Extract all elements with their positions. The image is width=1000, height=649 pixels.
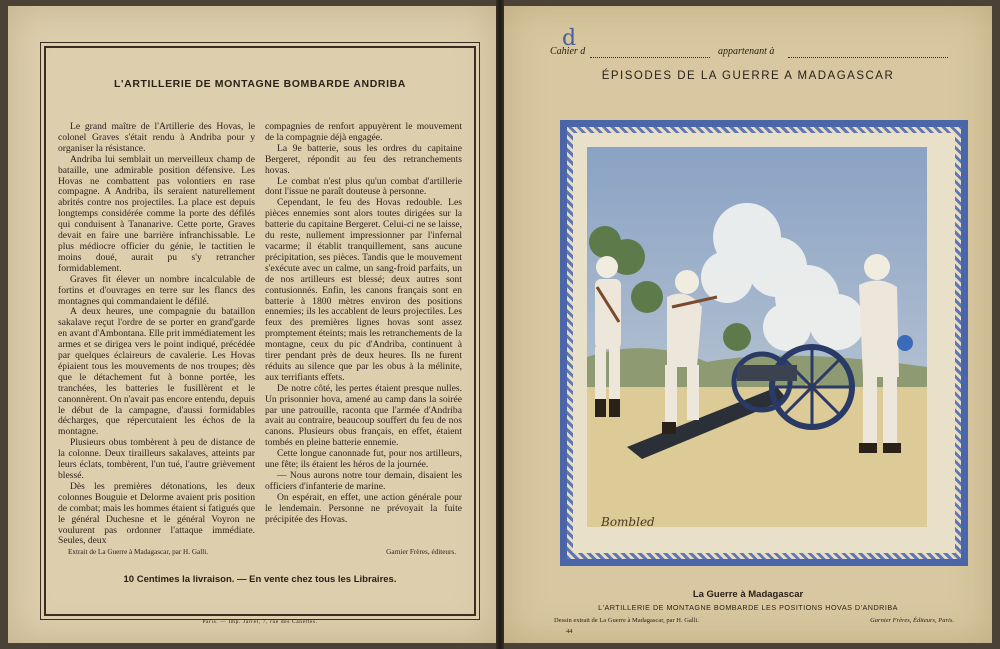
paragraph: Graves fit élever un nombre incalculable de fortins et d'ouvrages en terre sur les flancs des montagnes qui commandaient le défilé. [58, 273, 255, 307]
column-left [58, 122, 255, 552]
article-columns [58, 122, 462, 552]
illustration [573, 133, 955, 553]
source-credit: Extrait de La Guerre à Madagascar, par H. Galli. [68, 548, 209, 556]
cahier-line [550, 46, 950, 62]
paragraph: Plusieurs obus tombèrent à peu de distance de la colonne. Deux tirailleurs sakalaves, atteints par leurs éclats, tombèrent, l'un tué, l'autre grièvement blessé. [58, 437, 255, 481]
footer-credit: Dessin extrait de La Guerre à Madagascar, par H. Galli. [554, 617, 699, 624]
paragraph: Le combat n'est plus qu'un combat d'artillerie dont l'issue ne paraît douteuse à personne. [265, 175, 462, 198]
paragraph: La 9e batterie, sous les ordres du capitaine Bergeret, répondit au feu des retranchements hovas. [265, 142, 462, 176]
artist-signature: Bombled [601, 515, 655, 529]
text-frame [44, 46, 476, 625]
footer-publisher: Garnier Frères, Éditeurs, Paris. [870, 617, 954, 624]
page-number: 44 [566, 628, 573, 635]
right-page [504, 6, 992, 643]
paragraph: Cependant, le feu des Hovas redouble. Les pièces ennemies sont alors toutes dirigées sur la batterie du capitaine Bergeret. Celui-ci ne se laisse, du reste, nullement impressionner par l'infernal vacarme; il établit tranquillement, sans aucune précipitation, ses pièces. Tandis que le mouvement s'exécute avec un calme, un sang-froid parfaits, un de nos artilleurs est blessé; deux autres sont contusionnés. Enfin, les canons français sont en batterie à 1800 mètres environ des positions ennemies; ils les accablent de leurs projectiles. Les feux des premières lignes hovas sont assez promptement éteints; mais les retranchements de la montagne, ceux du pic d'Andriba, continuent à tirer pendant près de deux heures. Ils ne furent réduits au silence que par les obus à la mélinite, aux terrifiants effets. [265, 197, 462, 383]
paragraph: Dès les premières détonations, les deux colonnes Bouguie et Delorme avaient pris position de combat; mais les hommes étaient si fatigués que le général Duchesne et le général Voyron ne voulurent pas ordonner l'attaque immédiate. Seules, deux [58, 480, 255, 547]
paragraph: On espérait, en effet, une action générale pour le lendemain. Personne ne prévoyait la fuite précipitée des Hovas. [265, 491, 462, 525]
book-spine [496, 0, 504, 649]
paragraph: A deux heures, une compagnie du bataillon sakalave reçut l'ordre de se porter en grand'garde en avant d'Ambontana. Elle prit immédiatement les armes et se dirigea vers le point indiqué, précédée par quelques éclaireurs de cavalerie. Les Hovas épiaient tous les mouvements de nos troupes; dès que le détachement fut à bonne portée, les tranchées, les batteries le fusillèrent et le canonnèrent. On n'avait pas encore entendu, depuis le début de la campagne, d'aussi formidables décharges, que répercutaient les échos de la montagne. [58, 306, 255, 438]
paragraph: — Nous aurons notre tour demain, disaient les officiers d'infanterie de marine. [265, 470, 462, 492]
paragraph: Cette longue canonnade fut, pour nos artilleurs, une fête; ils étaient les héros de la journée. [265, 448, 462, 471]
artillery-scene-illustration [587, 147, 927, 527]
column-right [265, 122, 462, 552]
cover-title: ÉPISODES DE LA GUERRE A MADAGASCAR [601, 70, 895, 82]
caption-title: La Guerre à Madagascar [692, 589, 804, 600]
paragraph: Le grand maître de l'Artillerie des Hovas, le colonel Graves s'était rendu à Andriba pour y organiser la résistance. [58, 122, 255, 154]
publisher-credit: Garnier Frères, éditeurs. [386, 548, 456, 556]
price-line: 10 Centimes la livraison. — En vente chez tous les Libraires. [123, 574, 397, 585]
appartenant-label: appartenant à [718, 46, 775, 57]
page-title: L'ARTILLERIE DE MONTAGNE BOMBARDE ANDRIBA [114, 78, 406, 90]
caption-subtitle: L'ARTILLERIE DE MONTAGNE BOMBARDE LES POSITIONS HOVAS D'ANDRIBA [598, 603, 898, 612]
cahier-dotted-line [590, 57, 710, 58]
cahier-label: Cahier d [550, 46, 586, 57]
illustration-frame [560, 120, 968, 566]
owner-dotted-line [788, 57, 948, 58]
left-page [8, 6, 496, 643]
paragraph: De notre côté, les pertes étaient presque nulles. Un prisonnier hova, amené au camp dans la soirée par une patrouille, raconta que l'armée d'Andriba avait au contraire, beaucoup souffert du feu de nos canons. Plusieurs obus français, en effet, étaient tombés en pleine batterie ennemie. [265, 382, 462, 449]
paragraph: Andriba lui semblait un merveilleux champ de bataille, une admirable position défensive. Les Hovas ne combattent pas volontiers en rase compagne. A Andriba, ils seraient naturellement abrités contre nos projectiles. La place est depuis longtemps considérée comme la porte des défilés qui conduisent à Tananarive. Cette porte, Graves devait en faire une barrière infranchissable. Le plus médiocre officier du génie, le tactitien le moins doué, aurait pu s'y retrancher formidablement. [58, 153, 255, 274]
printer-line: Paris. — Imp. Jarret, 7, rue des Canettes. [202, 619, 318, 625]
handwritten-mark: d [562, 26, 577, 51]
paragraph: compagnies de renfort appuyèrent le mouvement de la compagnie déjà engagée. [265, 122, 462, 143]
